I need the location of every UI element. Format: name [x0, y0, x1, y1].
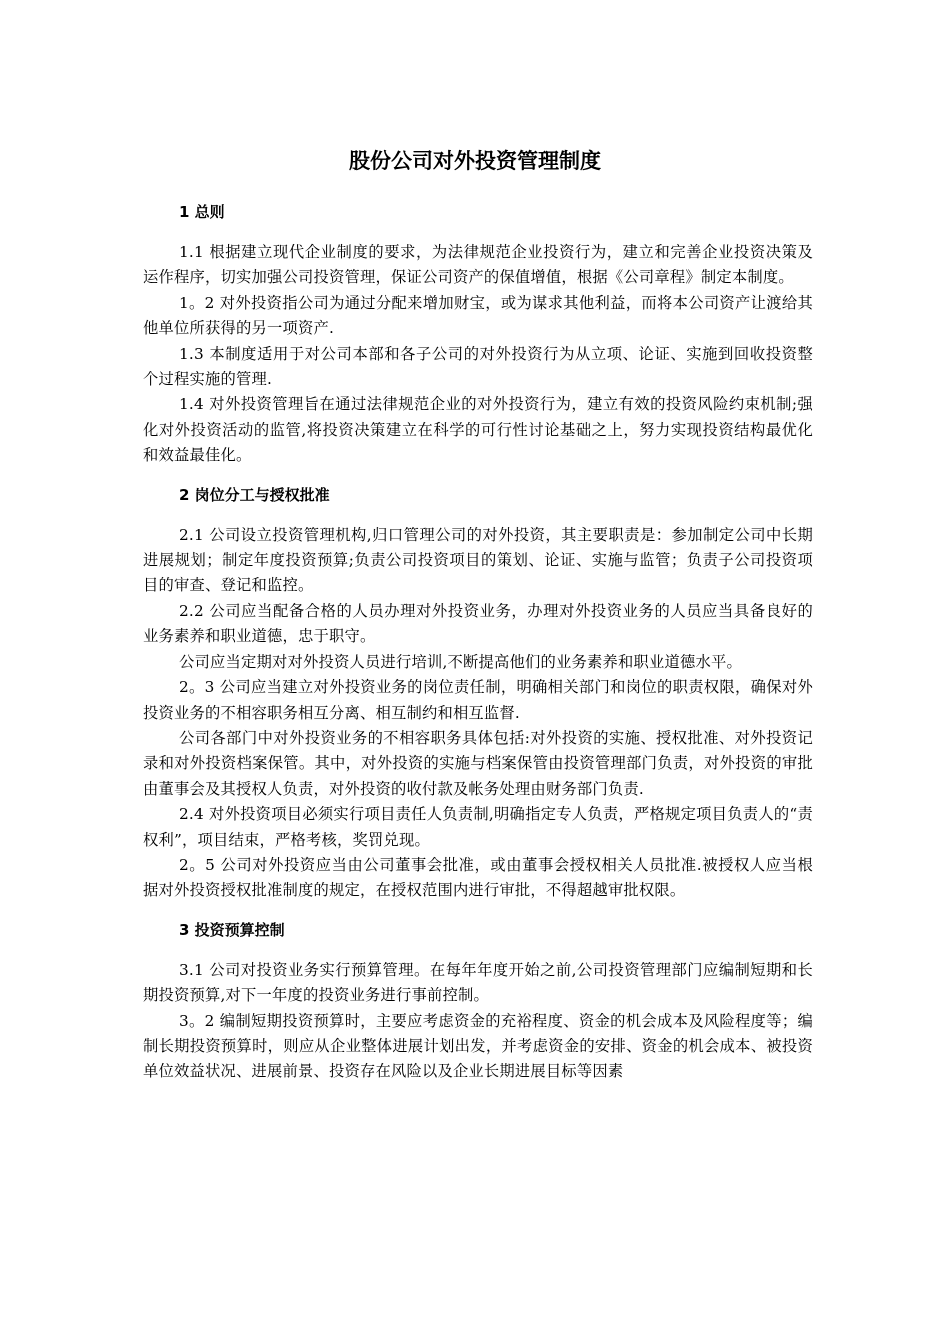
- paragraph: 3.1 公司对投资业务实行预算管理。在每年年度开始之前,公司投资管理部门应编制短期和长期投资预算,对下一年度的投资业务进行事前控制。: [143, 960, 813, 1005]
- document-body: [143, 200, 813, 1099]
- paragraph: 3。2 编制短期投资预算时，主要应考虑资金的充裕程度、资金的机会成本及风险程度等；编制长期投资预算时，则应从企业整体进展计划出发，并考虑资金的安排、资金的机会成本、被投资单位效益状况、进展前景、投资存在风险以及企业长期进展目标等因素: [143, 1011, 813, 1081]
- paragraph: 2.4 对外投资项目必须实行项目责任人负责制,明确指定专人负责，严格规定项目负责人的“责权利”，项目结束，严格考核，奖罚兑现。: [143, 805, 813, 849]
- paragraph: 1。2 对外投资指公司为通过分配来增加财宝，或为谋求其他利益，而将本公司资产让渡给其他单位所获得的另一项资产.: [143, 293, 813, 338]
- section-budget-control: [143, 918, 813, 1085]
- paragraph: 1.3 本制度适用于对公司本部和各子公司的对外投资行为从立项、论证、实施到回收投资整个过程实施的管理.: [143, 344, 813, 389]
- document-title: 股份公司对外投资管理制度: [349, 149, 601, 173]
- section-heading: 1 总则: [179, 203, 225, 221]
- section-roles-authorization: [143, 483, 813, 904]
- paragraph: 1.1 根据建立现代企业制度的要求，为法律规范企业投资行为，建立和完善企业投资决策及运作程序，切实加强公司投资管理，保证公司资产的保值增值，根据《公司章程》制定本制度。: [143, 243, 813, 287]
- paragraph: 2.2 公司应当配备合格的人员办理对外投资业务，办理对外投资业务的人员应当具备良好的业务素养和职业道德，忠于职守。: [143, 601, 813, 646]
- section-heading: 3 投资预算控制: [179, 920, 285, 939]
- paragraph: 2。5 公司对外投资应当由公司董事会批准，或由董事会授权相关人员批准.被授权人应当根据对外投资授权批准制度的规定，在授权范围内进行审批，不得超越审批权限。: [143, 855, 813, 900]
- paragraph: 2。3 公司应当建立对外投资业务的岗位责任制，明确相关部门和岗位的职责权限，确保对外投资业务的不相容职务相互分离、相互制约和相互监督.: [143, 678, 813, 722]
- paragraph: 公司应当定期对对外投资人员进行培训,不断提高他们的业务素养和职业道德水平。: [179, 652, 742, 671]
- paragraph: 1.4 对外投资管理旨在通过法律规范企业的对外投资行为，建立有效的投资风险约束机制;强化对外投资活动的监管,将投资决策建立在科学的可行性讨论基础之上，努力实现投资结构最优化和效益最佳化。: [143, 395, 813, 465]
- paragraph: 公司各部门中对外投资业务的不相容职务具体包括:对外投资的实施、授权批准、对外投资记录和对外投资档案保管。其中，对外投资的实施与档案保管由投资管理部门负责，对外投资的审批由董事会及其授权人负责，对外投资的收付款及帐务处理由财务部门负责.: [143, 728, 813, 798]
- section-general: [143, 200, 813, 469]
- section-heading: 2 岗位分工与授权批准: [179, 485, 330, 504]
- paragraph: 2.1 公司设立投资管理机构,归口管理公司的对外投资，其主要职责是：参加制定公司中长期进展规划；制定年度投资预算;负责公司投资项目的策划、论证、实施与监管；负责子公司投资项目的审查、登记和监控。: [143, 525, 813, 595]
